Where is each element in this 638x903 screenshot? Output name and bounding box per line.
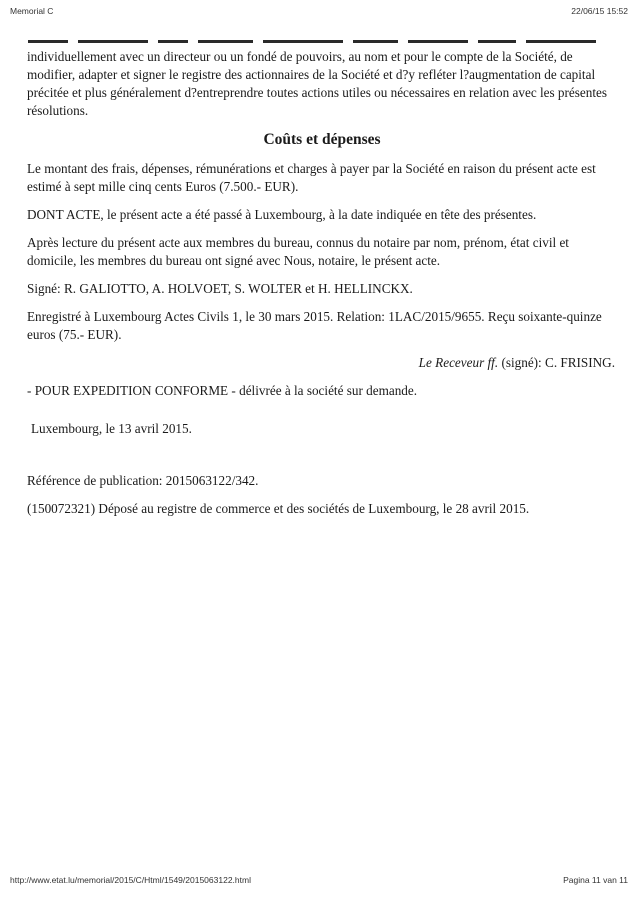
footer-page-number: Pagina 11 van 11 (563, 875, 628, 885)
apres-lecture-paragraph: Après lecture du présent acte aux membres du bureau, connus du notaire par nom, prénom, état civil et domicile, les membres du bureau ont signé avec Nous, notaire, le présent acte. (27, 235, 569, 268)
continuation-paragraph: individuellement avec un directeur ou un fondé de pouvoirs, au nom et pour le compte de la Société, de modifier, adapter et signer le registre des actionnaires de la Société et d?y refléter l?augmentation de capital précitée et plus généralement d?entreprendre toutes actions utiles ou nécessaires en relation avec les présentes résolutions. (27, 49, 607, 118)
registration-paragraph: Enregistré à Luxembourg Actes Civils 1, le 30 mars 2015. Relation: 1LAC/2015/9655. Reçu soixante-quinze euros (75.- EUR). (27, 309, 602, 342)
page-header (10, 6, 628, 16)
dont-acte-paragraph: DONT ACTE, le présent acte a été passé à Luxembourg, à la date indiquée en tête des présentes. (27, 207, 537, 222)
receveur-rest: (signé): C. FRISING. (498, 355, 615, 370)
document-body (27, 48, 617, 528)
section-title: Coûts et dépenses (263, 131, 381, 148)
header-title: Memorial C (10, 6, 54, 16)
page-footer (10, 875, 628, 885)
footer-url: http://www.etat.lu/memorial/2015/C/Html/1549/2015063122.html (10, 875, 251, 885)
publication-reference: Référence de publication: 2015063122/342. (27, 473, 259, 488)
header-timestamp: 22/06/15 15:52 (571, 6, 628, 16)
signatures-paragraph: Signé: R. GALIOTTO, A. HOLVOET, S. WOLTER et H. HELLINCKX. (27, 281, 413, 296)
expedition-paragraph: - POUR EXPEDITION CONFORME - délivrée à la société sur demande. (27, 383, 418, 398)
cut-off-text-line (28, 38, 613, 46)
deposit-paragraph: (150072321) Déposé au registre de commerce et des sociétés de Luxembourg, le 28 avril 2015. (27, 501, 530, 516)
receveur-italic: Le Receveur ff. (418, 355, 499, 370)
costs-paragraph: Le montant des frais, dépenses, rémunérations et charges à payer par la Société en raison du présent acte est estimé à sept mille cinq cents Euros (7.500.- EUR). (27, 161, 596, 194)
location-date: Luxembourg, le 13 avril 2015. (31, 421, 192, 436)
receveur-line (27, 354, 617, 372)
